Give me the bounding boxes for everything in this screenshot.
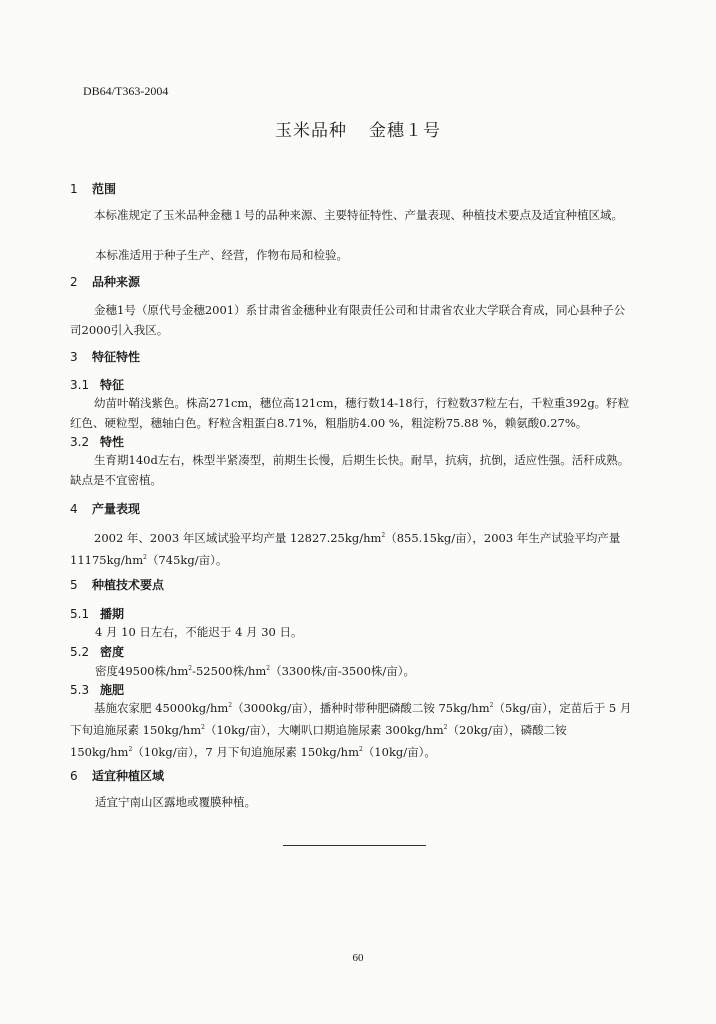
section-5-1-paragraph: 4 月 10 日左右，不能迟于 4 月 30 日。 [95,625,303,639]
section-4-paragraph: 2002 年、2003 年区域试验平均产量 $12827.25kg/hm^2(855.15kg/$亩），2003 年生产试验平均产量 $11175kg/hm^2(745kg/$亩）。 [70,531,621,567]
section-1-paragraph-1: 本标准规定了玉米品种金穗１号的品种来源、主要特征特性、产量表现、种植技术要点及适宜种植区域。 [94,208,623,222]
section-5-3-paragraph: 基施农家肥 $45000kg/hm^2(3000kg/$亩），播种时带种肥磷酸二铵 $75kg/hm^2(5kg/$亩），定苗后于 5 月下旬追施尿素 $150kg/hm^2(10kg/$亩），大喇叭口期追施尿素 $300kg/hm^2(20kg/$亩），磷酸二铵 $150kg/hm^2(10kg/$亩），7 月下旬追施尿素 $150kg/hm^2(10kg/$亩）。 [70,701,632,759]
section-3-2-paragraph: 生育期140d左右，株型半紧凑型，前期生长慢，后期生长快。耐旱，抗病，抗倒，适应性强。活秆成熟。缺点是不宜密植。 [70,453,630,487]
section-3-1-paragraph: 幼苗叶鞘浅紫色。株高271cm，穗位高121cm，穗行数14-18行，行粒数37粒左右，千粒重392g。籽粒红色、硬粒型，穗轴白色。籽粒含粗蛋白8.71%，粗脂肪4.00 %，粗淀粉75.88 %，赖氨酸0.27%。 [70,396,630,430]
section-2-heading: 2 品种来源 [70,275,141,289]
section-4-heading: 4 产量表现 [70,502,141,516]
section-3-2-heading: 3.2 特性 [70,435,125,449]
section-1-paragraph-2: 本标准适用于种子生产、经营，作物布局和检验。 [95,248,348,262]
section-5-heading: 5 种植技术要点 [70,578,165,592]
section-2-paragraph: 金穗1号（原代号金穗2001）系甘肃省金穗种业有限责任公司和甘肃省农业大学联合育成，同心县种子公司2000引入我区。 [70,303,626,337]
section-1-heading: 1 范围 [70,182,117,196]
section-6-heading: 6 适宜种植区域 [70,769,165,783]
page-number: 60 [352,952,364,964]
section-5-2-paragraph: 密度49500株$/hm^2-52500$株$/hm^2(3300$株/亩-3500株/亩）。 [95,664,416,678]
section-5-2-heading: 5.2 密度 [70,645,125,659]
section-5-3-heading: 5.3 施肥 [70,683,125,697]
section-6-paragraph: 适宜宁南山区露地或覆膜种植。 [95,795,256,809]
section-3-heading: 3 特征特性 [70,350,141,364]
section-3-1-heading: 3.1 特征 [70,378,125,392]
end-rule [283,845,426,846]
page-title [0,116,716,141]
title-part2: 金穗１号 [369,121,441,141]
standard-code: DB64/T363-2004 [83,84,169,98]
title-part1: 玉米品种 [275,121,347,141]
section-5-1-heading: 5.1 播期 [70,607,125,621]
